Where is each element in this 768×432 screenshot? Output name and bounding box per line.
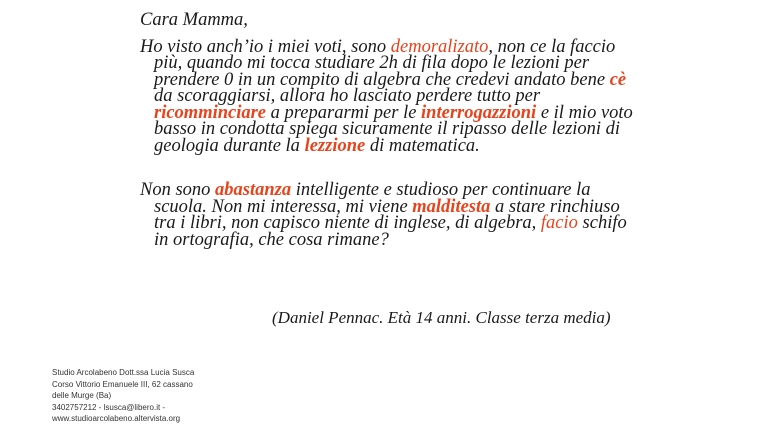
- footer-studio-name: Studio Arcolabeno Dott.ssa Lucia Susca: [52, 368, 195, 377]
- misspelled-word: interrogazzioni: [421, 102, 537, 123]
- letter-text-run: Ho visto anch’io i miei voti, sono: [140, 36, 391, 57]
- misspelled-word: cè: [609, 69, 627, 90]
- letter-text-run: e il mio voto basso in condotta spiega sicuramente il ripasso delle lezioni di geologia durante la: [154, 102, 633, 156]
- misspelled-word: demoralizato: [390, 36, 489, 57]
- letter-text-run: schifo in ortografia, che cosa rimane?: [154, 213, 627, 250]
- letter-attribution: (Daniel Pennac. Età 14 anni. Classe terza media): [272, 308, 611, 327]
- letter-text-run: intelligente e studioso per continuare la scuola. Non mi interessa, mi viene: [154, 180, 591, 217]
- letter-text-run: a prepararmi per le: [266, 102, 422, 123]
- letter-text-run: a stare rinchiuso tra i libri, non capisco niente di inglese, di algebra,: [154, 196, 620, 233]
- letter-body: [140, 12, 640, 248]
- misspelled-word: abastanza: [215, 180, 292, 200]
- letter-text-run: da scoraggiarsi, allora ho lasciato perdere tutto per: [154, 86, 541, 106]
- letter-paragraph-1: [140, 36, 640, 156]
- misspelled-word: facio: [540, 213, 578, 233]
- misspelled-word: malditesta: [412, 196, 491, 217]
- footer-phone-email: 3402757212 - lsusca@libero.it -: [52, 402, 166, 412]
- letter-greeting: Cara Mamma,: [140, 10, 248, 30]
- letter-text-run: di matematica.: [365, 135, 480, 156]
- footer-website: www.studioarcolabeno.altervista.org: [52, 414, 181, 423]
- letter-text-run: , non ce la faccio più, quando mi tocca studiare 2h di fila dopo le lezioni per prendere 0 in un compito di algebra che credevi andato bene: [154, 36, 616, 90]
- misspelled-word: ricomminciare: [154, 102, 267, 123]
- misspelled-word: lezzione: [304, 135, 366, 156]
- footer-city: delle Murge (Ba): [52, 391, 112, 400]
- footer-contact: [52, 367, 252, 425]
- letter-text-run: Non sono: [140, 180, 216, 200]
- footer-address: Corso Vittorio Emanuele III, 62 cassano: [52, 379, 193, 389]
- letter-paragraph-2: [140, 182, 640, 248]
